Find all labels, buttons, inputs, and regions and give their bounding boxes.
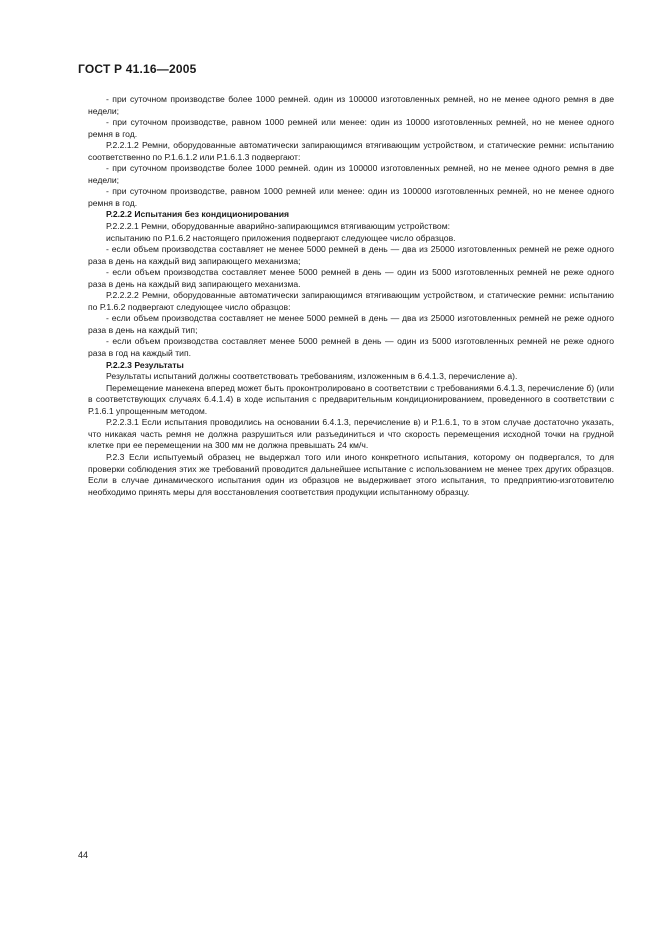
paragraph: - при суточном производстве, равном 1000 ремней или менее: один из 100000 изготовленных ремней, но не менее одного ремня в год. <box>88 186 614 208</box>
document-body <box>88 94 614 498</box>
page-number: 44 <box>78 850 89 860</box>
paragraph: - при суточном производстве более 1000 ремней. один из 100000 изготовленных ремней, но не менее одного ремня в две недели; <box>88 163 614 185</box>
paragraph: - если объем производства составляет не менее 5000 ремней в день — два из 25000 изготовленных ремней не реже одного раза в день на каждый вид запирающего механизма; <box>88 244 614 266</box>
paragraph: Р.2.3 Если испытуемый образец не выдержал того или иного конкретного испытания, которому он подвергался, то для проверки соблюдения этих же требований проводится дальнейшее испытание с использованием не менее трех других образцов. Если в случае динамического испытания один из образцов не выдерживает этого испытания, то предприятию-изготовителю необходимо принять меры для восстановления соответствия продукции испытанному образцу. <box>88 451 614 497</box>
section-heading: Р.2.2.2 Испытания без кондиционирования <box>106 209 290 220</box>
paragraph: Р.2.2.3.1 Если испытания проводились на основании 6.4.1.3, перечисление в) и Р.1.6.1, то в этом случае достаточно указать, что никакая часть ремня не должна разрушиться или разъединиться и что скорость перемещения исходной точки на грудной клетке при ее перемещении на 300 мм не должна превышать 24 км/ч. <box>88 417 614 451</box>
section-heading: Р.2.2.3 Результаты <box>106 359 184 370</box>
document-title: ГОСТ Р 41.16—2005 <box>78 62 197 76</box>
paragraph: испытанию по Р.1.6.2 настоящего приложения подвергают следующее число образцов. <box>106 232 456 243</box>
paragraph: - при суточном производстве, равном 1000 ремней или менее: один из 10000 изготовленных ремней, но не менее одного ремня в год. <box>88 117 614 139</box>
paragraph: Перемещение манекена вперед может быть проконтролировано в соответствии с требованиями 6.4.1.3, перечисление б) (или в соответствующих случаях 6.4.1.4) в ходе испытания с предварительным кондиционированием, проведенного в соответствии с Р.1.6.1 упрощенным методом. <box>88 382 614 416</box>
paragraph: Р.2.2.2.2 Ремни, оборудованные автоматически запирающимся втягивающим устройством, и статические ремни: испытанию по Р.1.6.2 подвергают следующее число образцов: <box>88 290 614 312</box>
paragraph: Результаты испытаний должны соответствовать требованиям, изложенным в 6.4.1.3, перечисление а). <box>106 371 518 382</box>
paragraph: - если объем производства составляет менее 5000 ремней в день — один из 5000 изготовленных ремней не реже одного раза в год на каждый тип. <box>88 336 614 359</box>
paragraph: - при суточном производстве более 1000 ремней. один из 100000 изготовленных ремней, но не менее одного ремня в две недели; <box>88 94 614 116</box>
paragraph: - если объем производства составляет менее 5000 ремней в день — один из 5000 изготовленных ремней не реже одного раза в день на каждый вид запирающего механизма. <box>88 267 614 289</box>
paragraph: - если объем производства составляет не менее 5000 ремней в день — два из 25000 изготовленных ремней не реже одного раза в день на каждый тип; <box>88 313 614 335</box>
paragraph: Р.2.2.2.1 Ремни, оборудованные аварийно-запирающимся втягивающим устройством: <box>106 221 450 232</box>
paragraph: Р.2.2.1.2 Ремни, оборудованные автоматически запирающимся втягивающим устройством, и статические ремни: испытанию соответственно по Р.1.6.1.2 или Р.1.6.1.3 подвергают: <box>88 140 614 162</box>
